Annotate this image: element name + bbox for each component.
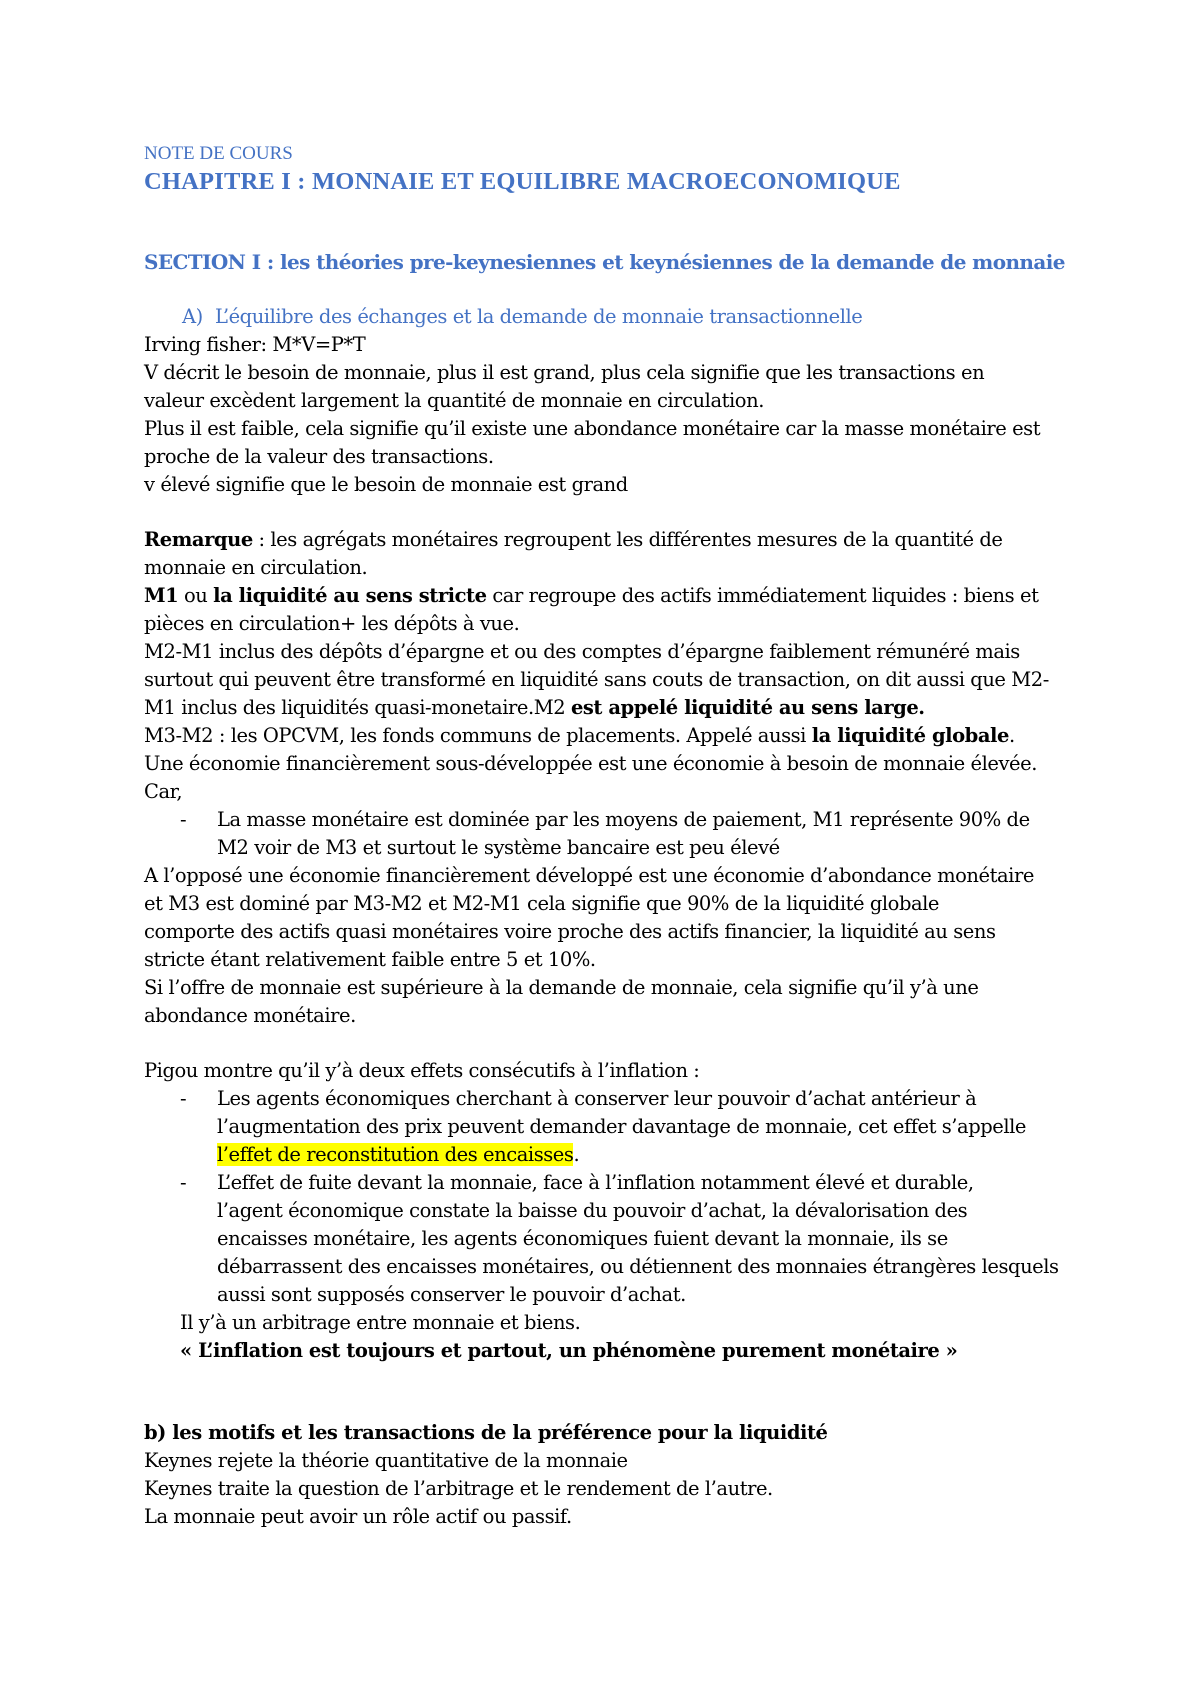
liquidite-large-term: est appelé liquidité au sens large. (570, 696, 925, 719)
paragraph-line: monnaie en circulation. (144, 556, 368, 579)
pigou-intro: Pigou montre qu’il y’à deux effets consécutifs à l’inflation : (144, 1059, 700, 1082)
paragraph-line: A l’opposé une économie financièrement développé est une économie d’abondance monétaire (144, 864, 1034, 887)
paragraph-line: Keynes traite la question de l’arbitrage et le rendement de l’autre. (144, 1477, 773, 1500)
section-title: SECTION I : les théories pre-keynesiennes et keynésiennes de la demande de monnaie (144, 250, 1065, 274)
period: . (1008, 724, 1015, 747)
remarque-label: Remarque (144, 528, 253, 551)
bullet-continuation: encaisses monétaire, les agents économiques fuient devant la monnaie, ils se (217, 1227, 948, 1250)
subsection-a-title: L’équilibre des échanges et la demande de monnaie transactionnelle (215, 305, 863, 328)
paragraph-line: comporte des actifs quasi monétaires voire proche des actifs financier, la liquidité au sens (144, 920, 996, 943)
chapter-title: CHAPITRE I : MONNAIE ET EQUILIBRE MACROECONOMIQUE (144, 168, 901, 195)
spacer (144, 499, 1074, 526)
subsection-b-title: b) les motifs et les transactions de la préférence pour la liquidité (144, 1421, 828, 1444)
paragraph-line: et M3 est dominé par M3-M2 et M2-M1 cela signifie que 90% de la liquidité globale (144, 892, 940, 915)
paragraph-line: stricte étant relativement faible entre 5 et 10%. (144, 948, 596, 971)
paragraph-line: pièces en circulation+ les dépôts à vue. (144, 612, 520, 635)
bullet-dash: - (180, 1087, 187, 1110)
paragraph-line: surtout qui peuvent être transformé en liquidité sans couts de transaction, on dit aussi que M2- (144, 668, 1049, 691)
m1-term: M1 (144, 584, 179, 607)
bullet-item (144, 1085, 1074, 1113)
bullet-text: Les agents économiques cherchant à conserver leur pouvoir d’achat antérieur à (217, 1087, 977, 1110)
friedman-quote: « L’inflation est toujours et partout, un phénomène purement monétaire » (180, 1339, 958, 1362)
m3-definition-text: M3-M2 : les OPCVM, les fonds communs de placements. Appelé aussi (144, 724, 812, 747)
bullet-continuation: l’agent économique constate la baisse du pouvoir d’achat, la dévalorisation des (217, 1199, 968, 1222)
bullet-item (144, 806, 1074, 834)
liquidite-stricte-term: la liquidité au sens stricte (213, 584, 487, 607)
m1-definition-text: car regroupe des actifs immédiatement liquides : biens et (486, 584, 1039, 607)
note-title: NOTE DE COURS (144, 143, 293, 164)
m3-definition-line (144, 722, 1074, 750)
arbitrage-line: Il y’à un arbitrage entre monnaie et biens. (180, 1311, 581, 1334)
paragraph-line: Irving fisher: M*V=P*T (144, 333, 366, 356)
bullet-continuation: l’augmentation des prix peuvent demander davantage de monnaie, cet effet s’appelle (217, 1115, 1027, 1138)
paragraph-line: Keynes rejete la théorie quantitative de la monnaie (144, 1449, 628, 1472)
bullet-dash: - (180, 1171, 187, 1194)
m2-definition-text: M1 inclus des liquidités quasi-monetaire.M2 (144, 696, 571, 719)
bullet-text: L’effet de fuite devant la monnaie, face à l’inflation notamment élevé et durable, (217, 1171, 974, 1194)
paragraph-line: Car, (144, 780, 183, 803)
page-content (144, 142, 1074, 1531)
period: . (573, 1143, 580, 1166)
paragraph-line: valeur excèdent largement la quantité de monnaie en circulation. (144, 389, 764, 412)
subsection-a-label: A) (182, 305, 203, 328)
subsection-a-heading (144, 303, 1074, 331)
spacer (144, 198, 1074, 248)
highlighted-term: l’effet de reconstitution des encaisses (217, 1143, 574, 1166)
remarque-line (144, 526, 1074, 554)
bullet-continuation: aussi sont supposés conserver le pouvoir d’achat. (217, 1283, 686, 1306)
spacer (144, 276, 1074, 303)
bullet-continuation: débarrassent des encaisses monétaires, ou détiennent des monnaies étrangères lesquels (217, 1255, 1059, 1278)
paragraph-line: La monnaie peut avoir un rôle actif ou passif. (144, 1505, 572, 1528)
paragraph-line: v élevé signifie que le besoin de monnaie est grand (144, 473, 628, 496)
subsection-b-heading (144, 1419, 1074, 1447)
bullet-continuation: M2 voir de M3 et surtout le système bancaire est peu élevé (217, 836, 780, 859)
m2-definition-line (144, 694, 1074, 722)
paragraph-line: M2-M1 inclus des dépôts d’épargne et ou des comptes d’épargne faiblement rémunéré mais (144, 640, 1020, 663)
connector-text: ou (178, 584, 214, 607)
spacer (144, 1365, 1074, 1419)
bullet-text: La masse monétaire est dominée par les moyens de paiement, M1 représente 90% de (217, 808, 1030, 831)
spacer (144, 1030, 1074, 1057)
remarque-text: : les agrégats monétaires regroupent les différentes mesures de la quantité de (252, 528, 1003, 551)
quote-line (144, 1337, 1074, 1365)
paragraph-line: abondance monétaire. (144, 1004, 356, 1027)
paragraph-line: Si l’offre de monnaie est supérieure à la demande de monnaie, cela signifie qu’il y’à une (144, 976, 979, 999)
bullet-dash: - (180, 808, 187, 831)
liquidite-globale-term: la liquidité globale (811, 724, 1009, 747)
paragraph-line: Une économie financièrement sous-développée est une économie à besoin de monnaie élevée. (144, 752, 1037, 775)
paragraph-line: V décrit le besoin de monnaie, plus il est grand, plus cela signifie que les transactions en (144, 361, 985, 384)
m1-definition-line (144, 582, 1074, 610)
paragraph-line: Plus il est faible, cela signifie qu’il existe une abondance monétaire car la masse monétaire est (144, 417, 1041, 440)
bullet-continuation (144, 1141, 1074, 1169)
bullet-item (144, 1169, 1074, 1197)
paragraph-line: proche de la valeur des transactions. (144, 445, 494, 468)
